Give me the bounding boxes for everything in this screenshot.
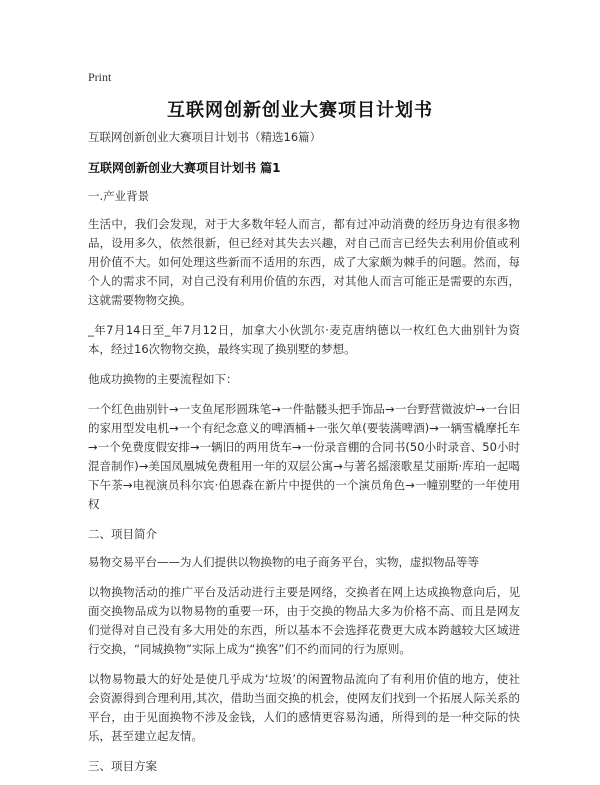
section-heading: 一.产业背景 (88, 189, 150, 203)
content-blocks (88, 187, 520, 776)
document-body (88, 128, 520, 785)
section-heading: 三、项目方案 (88, 759, 157, 773)
paragraph: 一个红色曲别针→一支鱼尾形圆珠笔→一件骷髅头把手饰品→一台野营微波炉→一台旧的家用型发电机→一个有纪念意义的啤酒桶+一张欠单(要装满啤酒)→一辆雪橇摩托车→一个免费度假安排→一辆旧的两用货车→一份录音棚的合同书(50小时录音、50小时混音制作)→美国凤凰城免费租用一年的双层公寓→与著名摇滚歌星艾丽斯·库珀一起喝下午茶→电视演员科尔宾·伯恩森在新片中提供的一个演员角色→一幢别墅的一年使用权 (88, 402, 520, 511)
section-heading: 二、项目简介 (88, 527, 157, 541)
paragraph: 他成功换物的主要流程如下： (88, 372, 238, 386)
section-title: 互联网创新创业大赛项目计划书 篇1 (88, 161, 281, 175)
paragraph: _年7月14日至_年7月12日，加拿大小伙凯尔·麦克唐纳德以一枚红色大曲别针为资本，经过16次物物交换，最终实现了换别墅的梦想。 (88, 323, 520, 356)
print-link[interactable]: Print (88, 70, 112, 84)
paragraph: 易物交易平台——为人们提供以物换物的电子商务平台，实物，虚拟物品等等 (88, 555, 479, 569)
paragraph: 以物易物最大的好处是使几乎成为‘垃圾’的闲置物品流向了有利用价值的地方，使社会资源得到合理利用,其次，借助当面交换的机会，使网友们找到一个拓展人际关系的平台，由于见面换物不涉及金钱，人们的感情更容易沟通，所得到的是一种交际的快乐，甚至建立起友情。 (88, 672, 520, 743)
document-title: 互联网创新创业大赛项目计划书 (167, 100, 433, 121)
document-subtitle: 互联网创新创业大赛项目计划书（精选16篇） (88, 130, 322, 144)
paragraph: 以物换物活动的推广平台及活动进行主要是网络，交换者在网上达成换物意向后，见面交换物品成为以物易物的重要一环，由于交换的物品大多为价格不高、而且是网友们觉得对自己没有多大用处的东西，所以基本不会选择花费更大成本跨越较大区域进行交换，“同城换物”实际上成为“换客”们不约而同的行为原则。 (88, 585, 520, 656)
paragraph: 生活中，我们会发现，对于大多数年轻人而言，都有过冲动消费的经历身边有很多物品，设用多久，依然很新，但已经对其失去兴趣，对自己而言已经失去利用价值或利用价值不大。如何处理这些新而不适用的东西，成了大家颇为棘手的问题。然而，每个人的需求不同，对自己没有利用价值的东西，对其他人而言可能正是需要的东西，这就需要物物交换。 (88, 217, 520, 307)
